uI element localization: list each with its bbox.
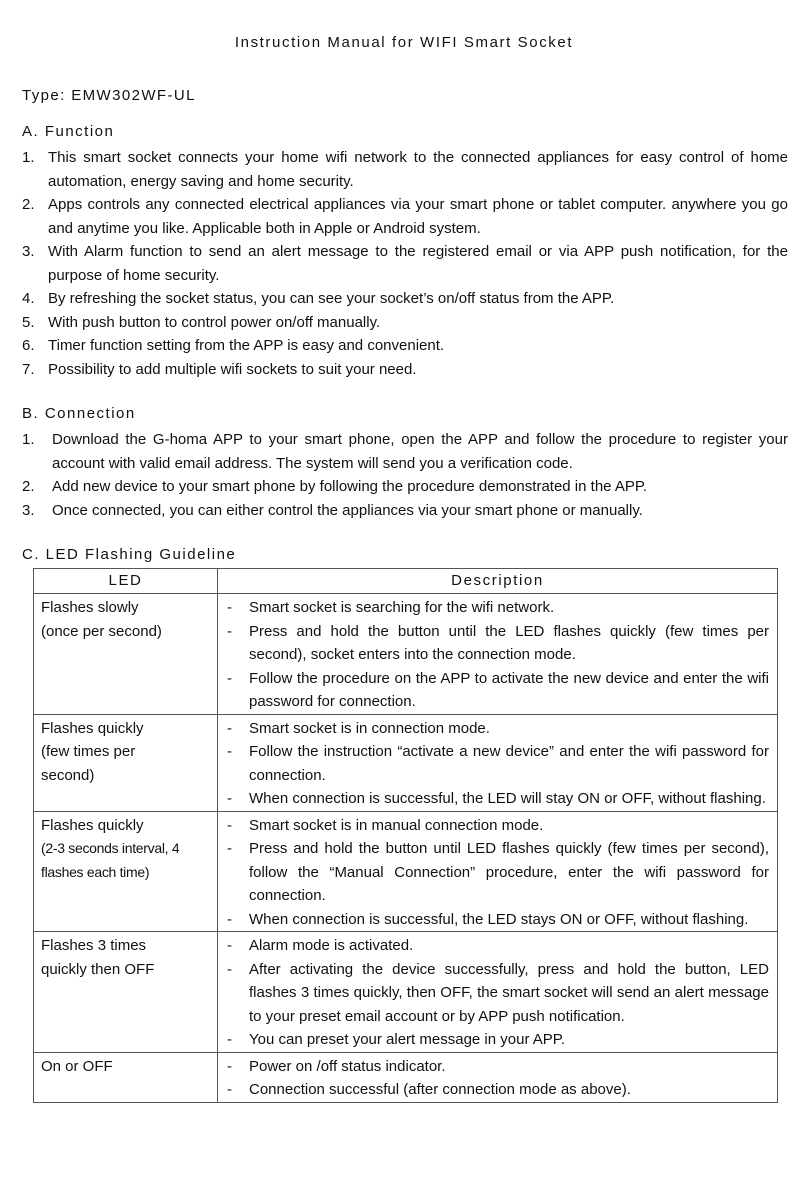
- led-state-line: Flashes quickly: [41, 719, 144, 737]
- item-text: This smart socket connects your home wifi network to the connected appliances for easy control of home automation, energy saving and home security.: [48, 149, 788, 190]
- list-item: [22, 475, 788, 499]
- description-item: - When connection is successful, the LED will stay ON or OFF, without flashing.: [227, 790, 766, 807]
- led-cell: [34, 714, 218, 811]
- description-text: Smart socket is in manual connection mode.: [249, 816, 544, 834]
- description-item: - Press and hold the button until LED flashes quickly (few times per second), follow the “Manual Connection” procedure, enter the wifi password for connection.: [227, 840, 769, 904]
- led-cell: [34, 594, 218, 715]
- description-item: - When connection is successful, the LED stays ON or OFF, without flashing.: [227, 910, 749, 928]
- led-cell: [34, 1052, 218, 1102]
- led-state-line: (2-3 seconds interval, 4: [41, 840, 180, 856]
- description-text: When connection is successful, the LED stays ON or OFF, without flashing.: [249, 910, 749, 928]
- item-number: 1.: [22, 149, 35, 166]
- table-row: [34, 594, 778, 715]
- description-item: - Smart socket is in connection mode.: [227, 719, 490, 737]
- list-item: [22, 334, 788, 358]
- table-row: [34, 932, 778, 1053]
- list-item: [22, 146, 788, 193]
- description-cell: [218, 594, 778, 715]
- item-number: 1.: [22, 431, 35, 448]
- item-number: 3.: [22, 501, 35, 519]
- item-number: 7.: [22, 360, 35, 378]
- led-state-line: quickly then OFF: [41, 960, 155, 978]
- description-item: - Alarm mode is activated.: [227, 937, 414, 954]
- led-state-line: (few times per: [41, 743, 136, 760]
- description-item: - Power on /off status indicator.: [227, 1057, 446, 1075]
- led-cell: [34, 932, 218, 1053]
- item-number: 2.: [22, 196, 35, 213]
- item-text: With Alarm function to send an alert message to the registered email or via APP push notification, for the purpose of home security.: [48, 243, 788, 284]
- description-text: Alarm mode is activated.: [249, 937, 414, 954]
- function-list: [22, 146, 788, 381]
- item-text: Possibility to add multiple wifi sockets to suit your need.: [48, 360, 417, 378]
- list-item: [22, 358, 788, 382]
- header-led: LED: [34, 569, 218, 594]
- led-state-line: Flashes 3 times: [41, 937, 147, 954]
- item-number: 5.: [22, 313, 35, 331]
- item-number: 6.: [22, 337, 35, 354]
- led-state-line: Flashes slowly: [41, 599, 139, 616]
- table-header-row: [34, 569, 778, 594]
- table-row: [34, 811, 778, 932]
- description-item: - Connection successful (after connection mode as above).: [227, 1081, 631, 1098]
- description-text: Press and hold the button until LED flashes quickly (few times per second), follow the “Manual Connection” procedure, enter the wifi password for connection.: [249, 840, 769, 904]
- item-text: Download the G-homa APP to your smart phone, open the APP and follow the procedure to register your account with valid email address. The system will send you a verification code.: [52, 431, 788, 472]
- led-state-line: Flashes quickly: [41, 816, 144, 834]
- item-text: Apps controls any connected electrical appliances via your smart phone or tablet computer. anywhere you go and anytime you like. Applicable both in Apple or Android system.: [48, 196, 788, 237]
- led-guideline-table: [33, 568, 778, 1103]
- led-state-line: flashes each time): [41, 863, 150, 880]
- list-item: [22, 193, 788, 240]
- led-state-line: (once per second): [41, 622, 162, 640]
- item-text: Add new device to your smart phone by following the procedure demonstrated in the APP.: [52, 478, 648, 495]
- item-number: 3.: [22, 243, 35, 260]
- description-item: - Smart socket is in manual connection mode.: [227, 816, 544, 834]
- led-state-line: On or OFF: [41, 1057, 113, 1075]
- item-number: 4.: [22, 290, 35, 307]
- item-number: 2.: [22, 478, 35, 495]
- table-row: [34, 1052, 778, 1102]
- item-text: Once connected, you can either control the appliances via your smart phone or manually.: [52, 501, 643, 519]
- item-text: By refreshing the socket status, you can see your socket’s on/off status from the APP.: [48, 290, 615, 307]
- list-item: [22, 287, 788, 311]
- description-text: Follow the procedure on the APP to activate the new device and enter the wifi password for connection.: [249, 669, 769, 710]
- description-text: Smart socket is in connection mode.: [249, 719, 490, 737]
- connection-list: [22, 428, 788, 522]
- description-cell: [218, 1052, 778, 1102]
- description-text: When connection is successful, the LED will stay ON or OFF, without flashing.: [249, 790, 766, 807]
- description-text: Follow the instruction “activate a new device” and enter the wifi password for connection.: [249, 743, 769, 784]
- description-text: You can preset your alert message in your APP.: [249, 1031, 566, 1048]
- section-b-heading: B. Connection: [22, 405, 136, 422]
- led-state-line: second): [41, 766, 95, 784]
- description-item: - Smart socket is searching for the wifi network.: [227, 599, 555, 616]
- section-c-heading: C. LED Flashing Guideline: [22, 546, 237, 563]
- description-item: - After activating the device successfully, press and hold the button, LED flashes 3 times quickly, then OFF, the smart socket will send an alert message to your preset email account or by APP push notification.: [227, 960, 769, 1025]
- description-cell: [218, 811, 778, 932]
- list-item: [22, 311, 788, 335]
- document-title: Instruction Manual for WIFI Smart Socket: [234, 34, 574, 51]
- model-type: Type: EMW302WF-UL: [22, 87, 196, 104]
- item-text: With push button to control power on/off manually.: [48, 313, 381, 331]
- item-text: Timer function setting from the APP is easy and convenient.: [48, 337, 445, 354]
- table-row: [34, 714, 778, 811]
- description-text: Press and hold the button until the LED flashes quickly (few times per second), socket enters into the connection mode.: [249, 622, 769, 663]
- description-item: - Follow the procedure on the APP to activate the new device and enter the wifi password for connection.: [227, 669, 769, 710]
- header-description: Description: [218, 569, 778, 594]
- description-text: Smart socket is searching for the wifi network.: [249, 599, 555, 616]
- description-item: - Follow the instruction “activate a new device” and enter the wifi password for connection.: [227, 743, 769, 784]
- description-text: Connection successful (after connection mode as above).: [249, 1081, 631, 1098]
- description-cell: [218, 714, 778, 811]
- list-item: [22, 499, 788, 523]
- list-item: [22, 240, 788, 287]
- description-text: After activating the device successfully, press and hold the button, LED flashes 3 times quickly, then OFF, the smart socket will send an alert message to your preset email account or by APP push notification.: [249, 960, 769, 1025]
- list-item: [22, 428, 788, 475]
- led-cell: [34, 811, 218, 932]
- description-cell: [218, 932, 778, 1053]
- description-text: Power on /off status indicator.: [249, 1057, 446, 1075]
- description-item: - You can preset your alert message in your APP.: [227, 1031, 566, 1048]
- description-item: - Press and hold the button until the LED flashes quickly (few times per second), socket enters into the connection mode.: [227, 622, 769, 663]
- section-a-heading: A. Function: [22, 123, 115, 140]
